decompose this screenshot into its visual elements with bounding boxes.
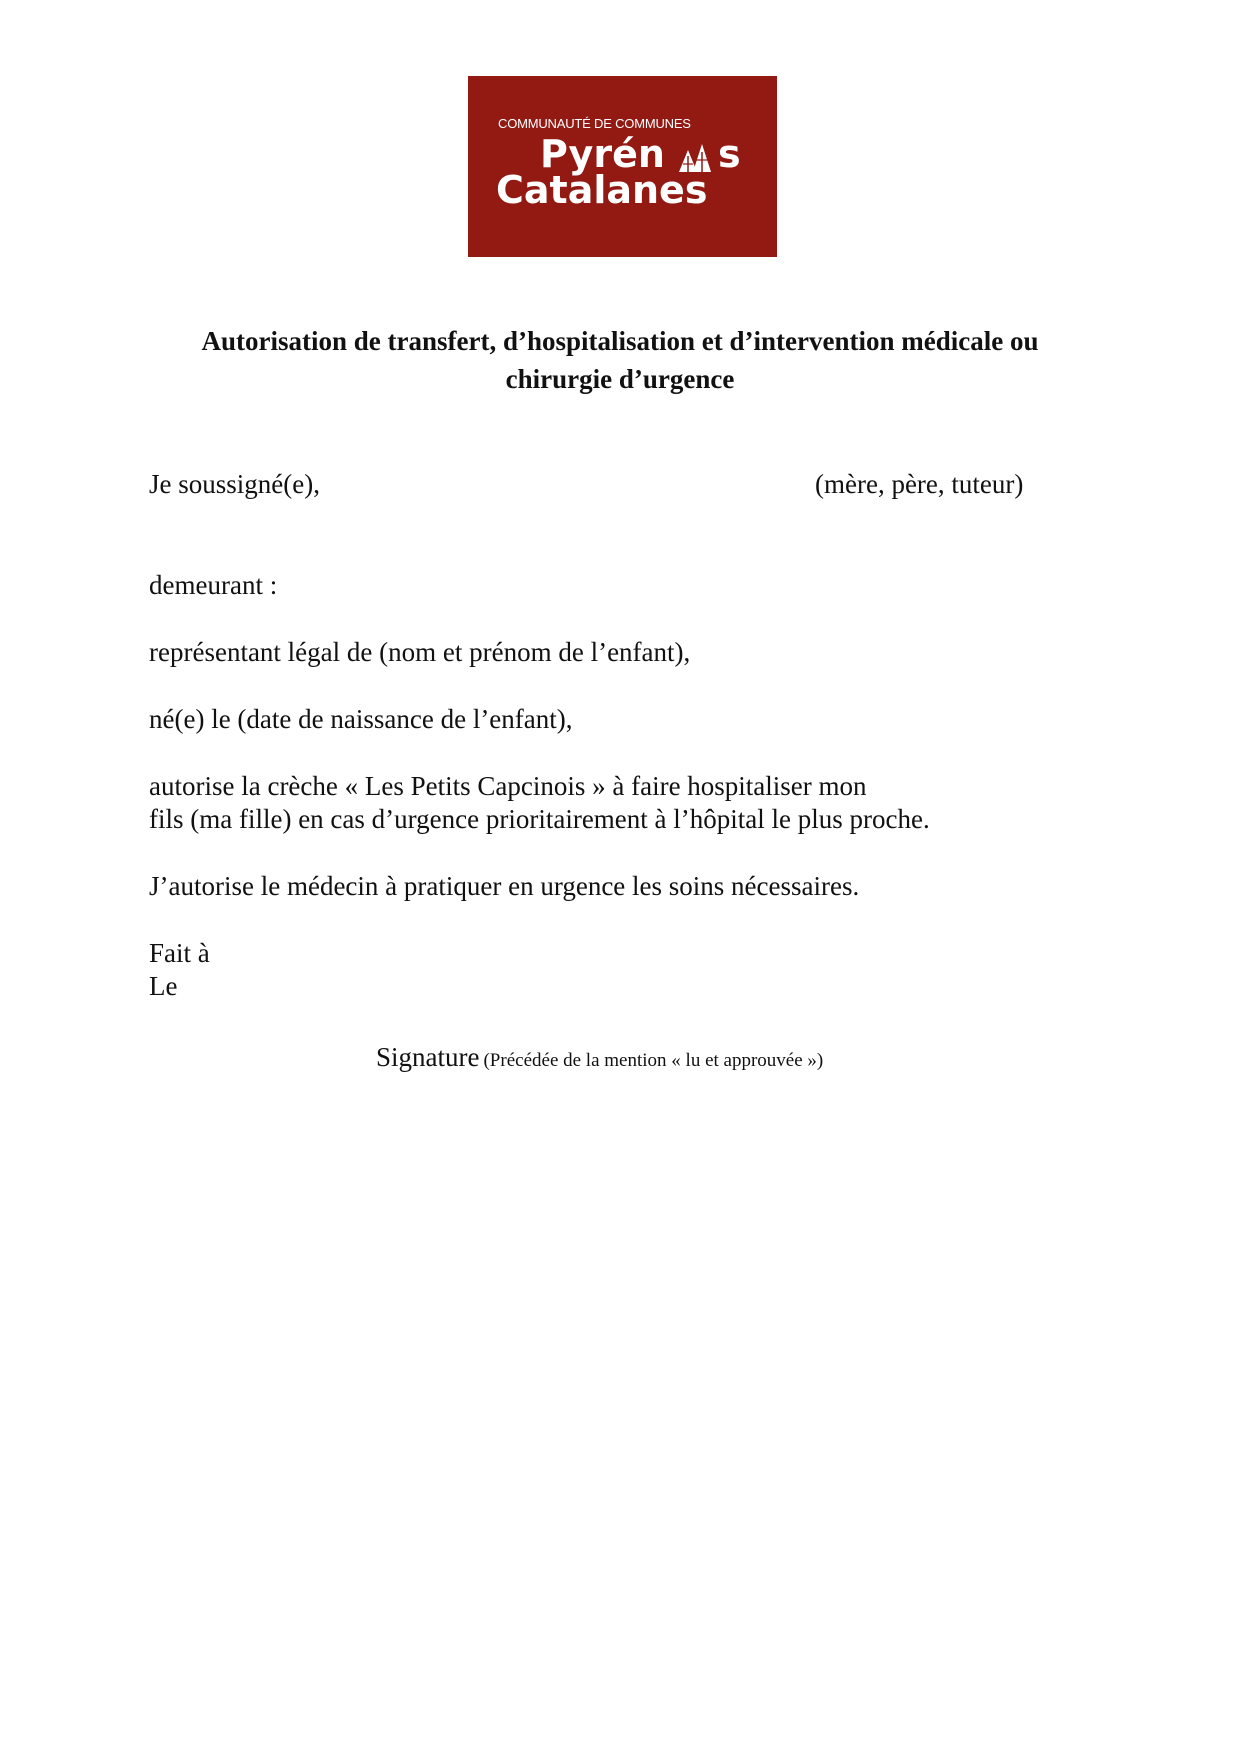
title-line-2: chirurgie d’urgence bbox=[505, 364, 735, 394]
signature-block bbox=[376, 1042, 823, 1073]
signature-label: Signature bbox=[376, 1042, 480, 1072]
logo-word-end: s bbox=[718, 132, 741, 176]
signature-note: (Précédée de la mention « lu et approuvée ») bbox=[483, 1050, 824, 1071]
date-label: Le bbox=[149, 971, 178, 1001]
legal-representative-label: représentant légal de (nom et prénom de l’enfant), bbox=[149, 637, 691, 667]
undersigned-label: Je soussigné(e), bbox=[149, 469, 320, 499]
organization-logo bbox=[468, 76, 777, 257]
authorization-line-1: autorise la crèche « Les Petits Capcinois » à faire hospitaliser mon bbox=[149, 771, 867, 801]
residing-label: demeurant : bbox=[149, 570, 278, 600]
birth-date-label: né(e) le (date de naissance de l’enfant), bbox=[149, 704, 573, 734]
done-at-label: Fait à bbox=[149, 938, 210, 968]
logo-word-pyrenees: Pyrén bbox=[540, 132, 665, 176]
logo-subtitle: COMMUNAUTÉ DE COMMUNES bbox=[498, 116, 691, 131]
title-line-1: Autorisation de transfert, d’hospitalisation et d’intervention médicale ou bbox=[201, 326, 1039, 356]
document-title bbox=[140, 322, 1100, 398]
doctor-authorization: J’autorise le médecin à pratiquer en urgence les soins nécessaires. bbox=[149, 871, 860, 901]
authorization-line-2: fils (ma fille) en cas d’urgence prioritairement à l’hôpital le plus proche. bbox=[149, 804, 930, 834]
logo-word-catalanes: Catalanes bbox=[496, 168, 708, 212]
relation-label: (mère, père, tuteur) bbox=[815, 469, 1024, 499]
